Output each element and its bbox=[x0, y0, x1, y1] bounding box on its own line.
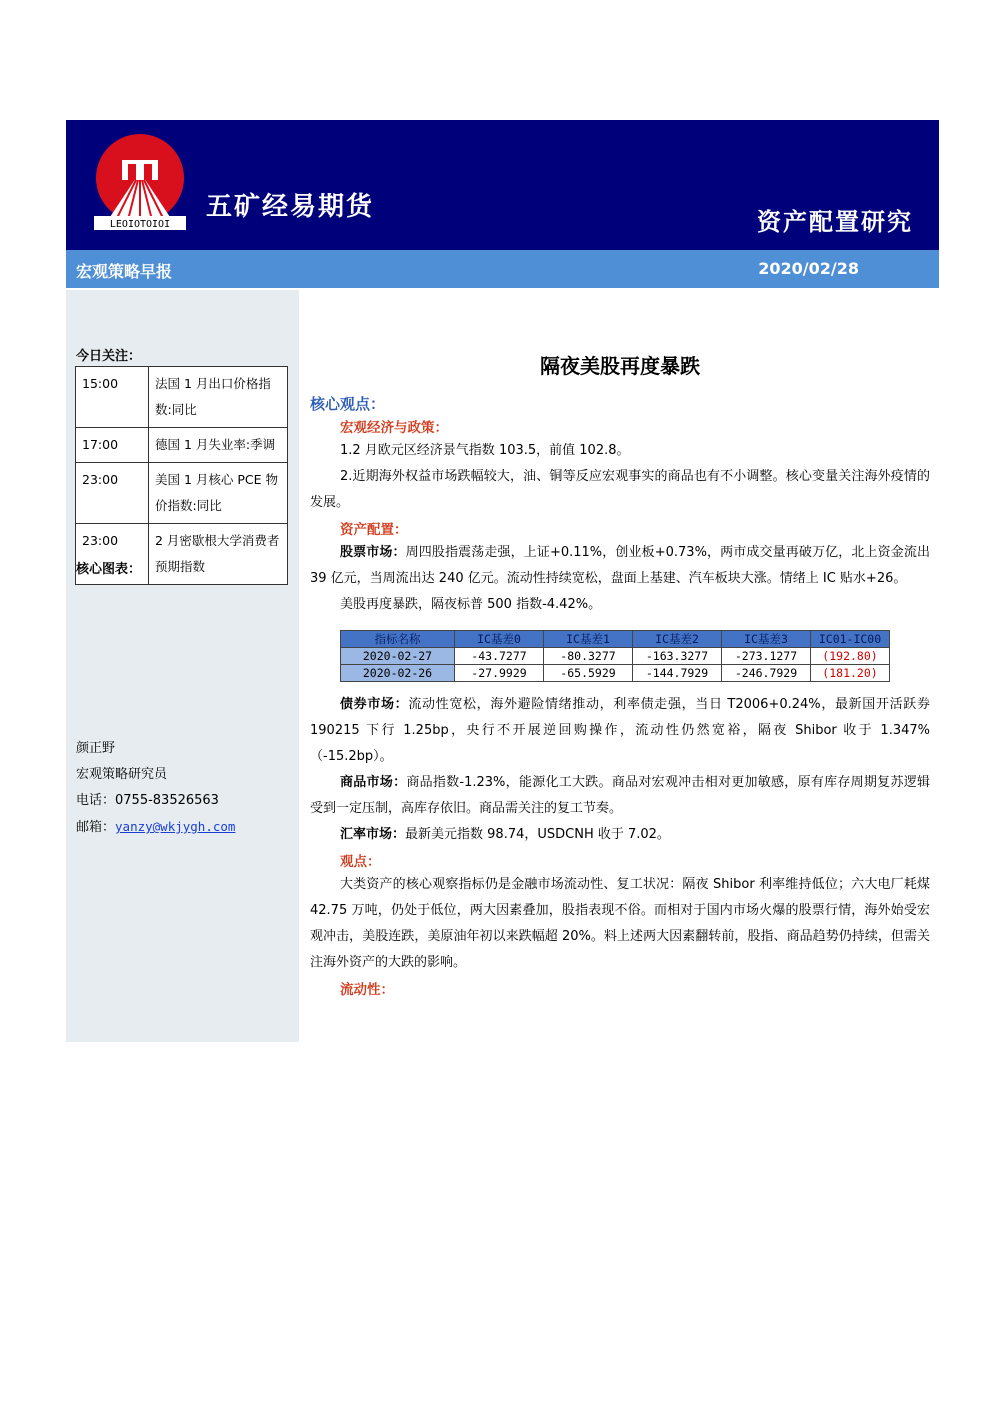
event-row bbox=[76, 428, 288, 463]
table-header: IC基差0 bbox=[455, 631, 544, 648]
event-time: 15:00 bbox=[76, 367, 149, 428]
event-name: 2 月密歇根大学消费者预期指数 bbox=[149, 524, 288, 585]
macro-paragraph-2: 2.近期海外权益市场跌幅较大，油、铜等反应宏观事实的商品也有不小调整。核心变量关注海外疫情的发展。 bbox=[310, 469, 930, 510]
event-name: 法国 1 月出口价格指数:同比 bbox=[149, 367, 288, 428]
table-row bbox=[341, 665, 890, 682]
main-content bbox=[310, 350, 930, 1000]
table-header: IC基差2 bbox=[633, 631, 722, 648]
author-block bbox=[76, 736, 235, 841]
liquidity-heading: 流动性： bbox=[340, 982, 394, 998]
bond-text: 流动性宽松，海外避险情绪推动，利率债走强，当日 T2006+0.24%，最新国开活跃券 190215 下行 1.25bp，央行不开展逆回购操作，流动性仍然宽裕，隔夜 Shibor 收于 1.347%（-15.2bp）。 bbox=[310, 697, 930, 764]
commodity-text: 商品指数-1.23%，能源化工大跌。商品对宏观冲击相对更加敏感，原有库存周期复苏逻辑受到一定压制，高库存依旧。商品需关注的复工节奏。 bbox=[310, 775, 930, 816]
ic-basis-table bbox=[340, 630, 890, 682]
headline: 隔夜美股再度暴跌 bbox=[540, 354, 700, 378]
event-time: 23:00 bbox=[76, 463, 149, 524]
table-header: IC01-IC00 bbox=[811, 631, 890, 648]
header-banner bbox=[66, 120, 939, 250]
series-name: 资产配置研究 bbox=[757, 208, 913, 236]
author-phone: 电话：0755-83526563 bbox=[76, 793, 219, 808]
event-name: 德国 1 月失业率:季调 bbox=[149, 428, 288, 463]
today-events-table bbox=[75, 366, 288, 585]
fx-text: 最新美元指数 98.74，USDCNH 收于 7.02。 bbox=[405, 827, 670, 842]
bond-paragraph bbox=[310, 692, 930, 770]
event-row bbox=[76, 463, 288, 524]
table-cell-spread: (192.80) bbox=[811, 648, 890, 665]
event-time: 23:00 bbox=[76, 524, 149, 585]
table-header: IC基差1 bbox=[544, 631, 633, 648]
minmetals-logo bbox=[90, 132, 190, 232]
table-cell: -80.3277 bbox=[544, 648, 633, 665]
table-cell-date: 2020-02-27 bbox=[341, 648, 455, 665]
table-cell: -65.5929 bbox=[544, 665, 633, 682]
report-subbar bbox=[66, 250, 939, 288]
email-label: 邮箱： bbox=[76, 820, 116, 835]
table-cell: -163.3277 bbox=[633, 648, 722, 665]
table-header: IC基差3 bbox=[722, 631, 811, 648]
table-header: 指标名称 bbox=[341, 631, 455, 648]
stock-paragraph bbox=[310, 540, 930, 592]
core-chart-title: 核心图表： bbox=[76, 562, 142, 577]
table-cell: -144.7929 bbox=[633, 665, 722, 682]
macro-paragraph-1: 1.2 月欧元区经济景气指数 103.5，前值 102.8。 bbox=[340, 443, 630, 458]
view-heading: 观点： bbox=[340, 854, 381, 870]
event-name: 美国 1 月核心 PCE 物价指数:同比 bbox=[149, 463, 288, 524]
us-stock-paragraph: 美股再度暴跌，隔夜标普 500 指数-4.42%。 bbox=[340, 597, 602, 612]
bond-label: 债券市场： bbox=[340, 697, 409, 712]
stock-text: 周四股指震荡走强，上证+0.11%，创业板+0.73%，两市成交量再破万亿，北上资金流出 39 亿元，当周流出达 240 亿元。流动性持续宽松，盘面上基建、汽车板块大涨。情绪上 IC 贴水+26。 bbox=[310, 545, 930, 586]
table-cell: -27.9929 bbox=[455, 665, 544, 682]
brand-name: 五矿经易期货 bbox=[206, 192, 375, 222]
fx-paragraph bbox=[310, 822, 930, 848]
table-cell: -43.7277 bbox=[455, 648, 544, 665]
core-view-heading: 核心观点： bbox=[310, 395, 386, 413]
sidebar bbox=[66, 290, 299, 1042]
author-title: 宏观策略研究员 bbox=[76, 767, 168, 782]
asset-heading: 资产配置： bbox=[340, 522, 408, 538]
author-name: 颜正野 bbox=[76, 741, 116, 756]
report-type: 宏观策略早报 bbox=[76, 262, 173, 281]
svg-text:LEOIOTOIOI: LEOIOTOIOI bbox=[109, 219, 171, 230]
table-cell: -273.1277 bbox=[722, 648, 811, 665]
stock-label: 股票市场： bbox=[340, 545, 406, 560]
macro-heading: 宏观经济与政策： bbox=[340, 420, 448, 436]
commodity-paragraph bbox=[310, 770, 930, 822]
fx-label: 汇率市场： bbox=[340, 827, 406, 842]
table-cell-date: 2020-02-26 bbox=[341, 665, 455, 682]
report-date: 2020/02/28 bbox=[758, 259, 859, 278]
view-paragraph: 大类资产的核心观察指标仍是金融市场流动性、复工状况：隔夜 Shibor 利率维持低位；六大电厂耗煤 42.75 万吨，仍处于低位，两大因素叠加，股指表现不俗。而相对于国内市场火爆的股票行情，海外始受宏观冲击，美股连跌，美原油年初以来跌幅超 20%。料上述两大因素翻转前，股指、商品趋势仍持续，但需关注海外资产的大跌的影响。 bbox=[310, 877, 930, 970]
table-cell-spread: (181.20) bbox=[811, 665, 890, 682]
email-link[interactable]: yanzy@wkjygh.com bbox=[115, 819, 236, 834]
today-focus-title: 今日关注： bbox=[76, 349, 142, 364]
commodity-label: 商品市场： bbox=[340, 775, 407, 790]
event-time: 17:00 bbox=[76, 428, 149, 463]
table-row bbox=[341, 648, 890, 665]
table-cell: -246.7929 bbox=[722, 665, 811, 682]
event-row bbox=[76, 367, 288, 428]
table-header-row bbox=[341, 631, 890, 648]
author-email-line bbox=[76, 814, 235, 841]
